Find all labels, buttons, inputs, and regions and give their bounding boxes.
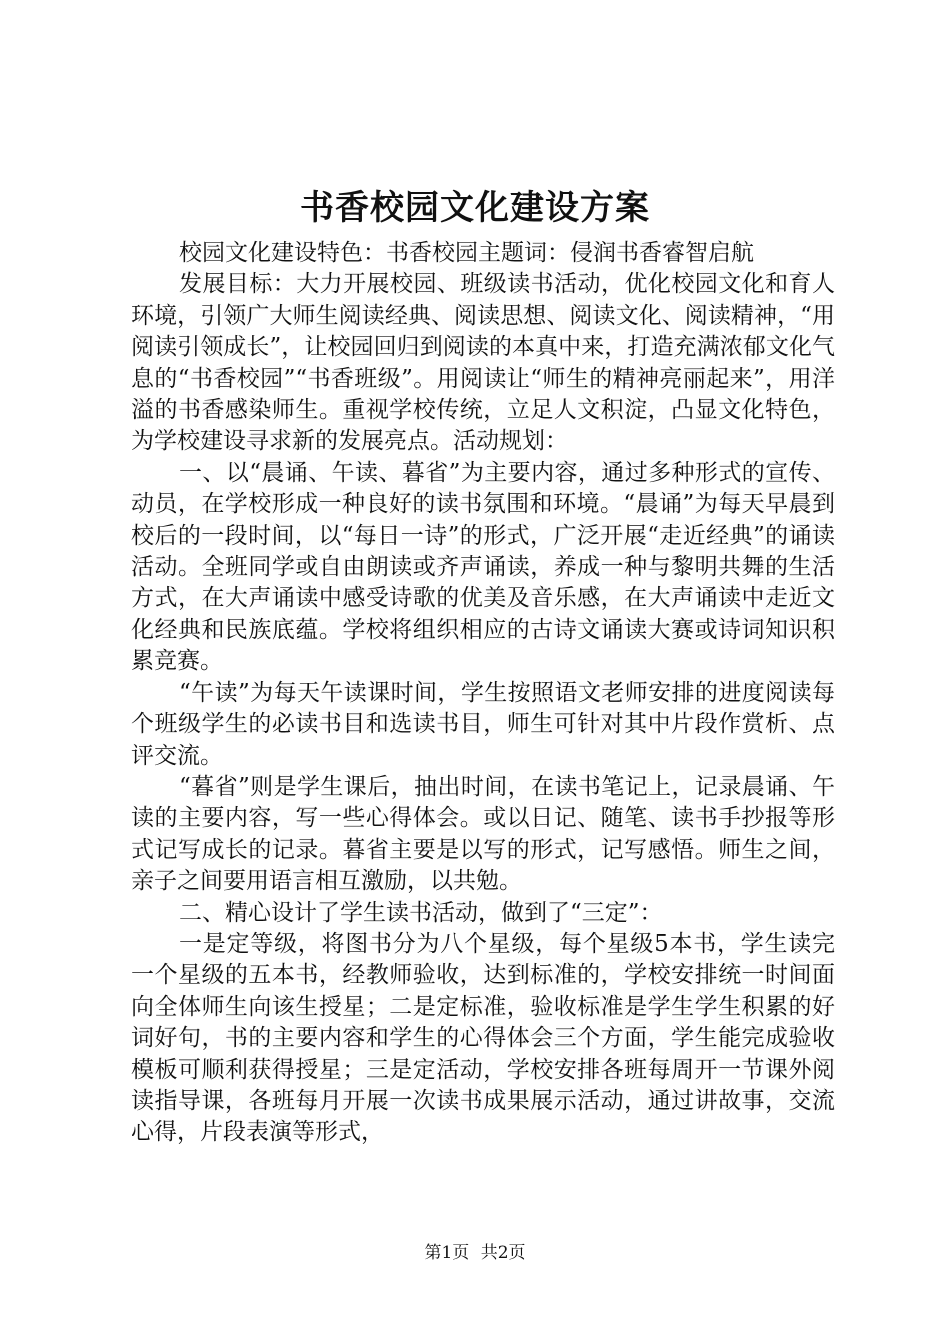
document-title: 书香校园文化建设方案 — [300, 188, 650, 228]
page-number-total: 共2页 — [480, 1243, 526, 1263]
document-body — [131, 238, 835, 1149]
page-number-current: 第1页 — [424, 1243, 470, 1263]
paragraph-plan-one: 一、以“晨诵、午读、暮省”为主要内容，通过多种形式的宣传、动员，在学校形成一种良好的读书氛围和环境。“晨诵”为每天早晨到校后的一段时间，以“每日一诗”的形式，广泛开展“走近经典”的诵读活动。全班同学或自由朗读或齐声诵读，养成一种与黎明共舞的生活方式，在大声诵读中感受诗歌的优美及音乐感，在大声诵读中走近文化经典和民族底蕴。学校将组织相应的古诗文诵读大赛或诗词知识积累竞赛。 — [131, 459, 835, 675]
paragraph-noon-reading: “午读”为每天午读课时间，学生按照语文老师安排的进度阅读每个班级学生的必读书目和选读书目，师生可针对其中片段作赏析、点评交流。 — [131, 679, 835, 769]
paragraph-theme: 校园文化建设特色：书香校园主题词：侵润书香睿智启航 — [179, 240, 754, 266]
paragraph-goals: 发展目标：大力开展校园、班级读书活动，优化校园文化和育人环境，引领广大师生阅读经典、阅读思想、阅读文化、阅读精神，“用阅读引领成长”，让校园回归到阅读的本真中来，打造充满浓郁文化气息的“书香校园”“书香班级”。用阅读让“师生的精神亮丽起来”，用洋溢的书香感染师生。重视学校传统，立足人文积淀，凸显文化特色，为学校建设寻求新的发展亮点。活动规划： — [131, 271, 835, 455]
paragraph-evening-reflection: “暮省”则是学生课后，抽出时间，在读书笔记上，记录晨诵、午读的主要内容，写一些心得体会。或以日记、随笔、读书手抄报等形式记写成长的记录。暮省主要是以写的形式，记写感悟。师生之间，亲子之间要用语言相互激励，以共勉。 — [131, 773, 835, 895]
paragraph-plan-two: 二、精心设计了学生读书活动，做到了“三定”： — [179, 899, 663, 926]
paragraph-three-rules: 一是定等级，将图书分为八个星级，每个星级5本书，学生读完一个星级的五本书，经教师验收，达到标准的，学校安排统一时间面向全体师生向该生授星；二是定标准，验收标准是学生学生积累的好词好句，书的主要内容和学生的心得体会三个方面，学生能完成验收模板可顺利获得授星；三是定活动，学校安排各班每周开一节课外阅读指导课，各班每月开展一次读书成果展示活动，通过讲故事，交流心得，片段表演等形式， — [131, 930, 835, 1146]
page-footer — [0, 1240, 950, 1266]
